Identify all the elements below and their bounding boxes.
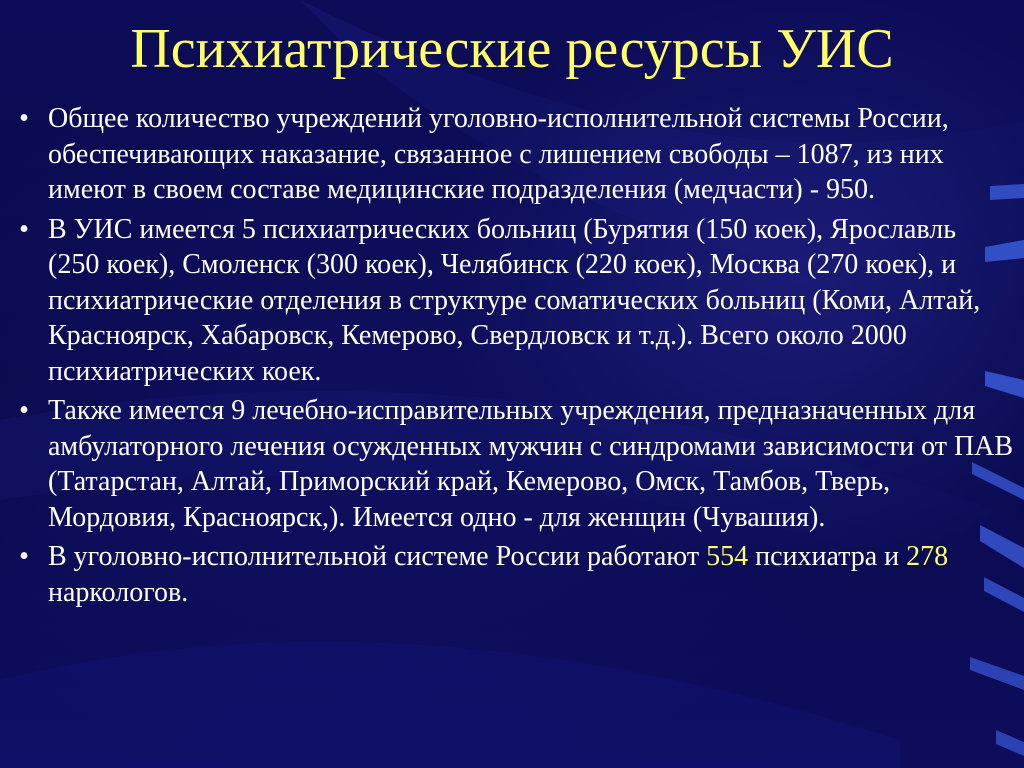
psychiatrists-count: 554	[706, 541, 749, 572]
bullet-marker: •	[19, 395, 29, 426]
bullet-text: Также имеется 9 лечебно-исправительных учреждения, предназначенных для амбулаторного лечения осужденных мужчин с синдромами зависимости от ПАВ (Татарстан, Алтай, Приморский край, Кемерово, Омск, Тамбов, Тверь, Мордовия, Красноярск,). Имеется одно - для женщин (Чувашия).	[48, 395, 1014, 533]
slide-title: Психиатрические ресурсы УИС	[130, 18, 894, 80]
bullet-text: Общее количество учреждений уголовно-исполнительной системы России, обеспечивающих наказание, связанное с лишением свободы – 1087, из них имеют в своем составе медицинские подразделения (медчасти) - 950.	[48, 103, 949, 205]
bullet-marker: •	[19, 213, 29, 245]
bullet-item-institutions	[14, 101, 1014, 208]
bullet-text: В УИС имеется 5 психиатрических больниц (Бурятия (150 коек), Ярославль (250 коек), Смоленск (300 коек), Челябинск (220 коек), Москва (270 коек), и психиатрические отделения в структуре соматических больниц (Коми, Алтай, Красноярск, Хабаровск, Кемерово, Свердловск и т.д.). Всего около 2000 психиатрических коек.	[48, 213, 981, 387]
specialists-text-after: наркологов.	[48, 576, 189, 608]
bullet-marker: •	[19, 103, 29, 134]
bullet-list	[14, 101, 1014, 614]
bullet-item-specialists	[14, 539, 1014, 610]
bullet-text	[48, 541, 948, 608]
bullet-item-treatment-facilities	[14, 393, 1014, 535]
bullet-marker: •	[19, 541, 29, 572]
narcologists-count: 278	[906, 541, 949, 572]
specialists-text-before: В уголовно-исполнительной системе России работают	[48, 541, 707, 572]
specialists-text-middle: психиатра и	[748, 541, 907, 572]
bullet-item-hospitals	[14, 212, 1014, 390]
